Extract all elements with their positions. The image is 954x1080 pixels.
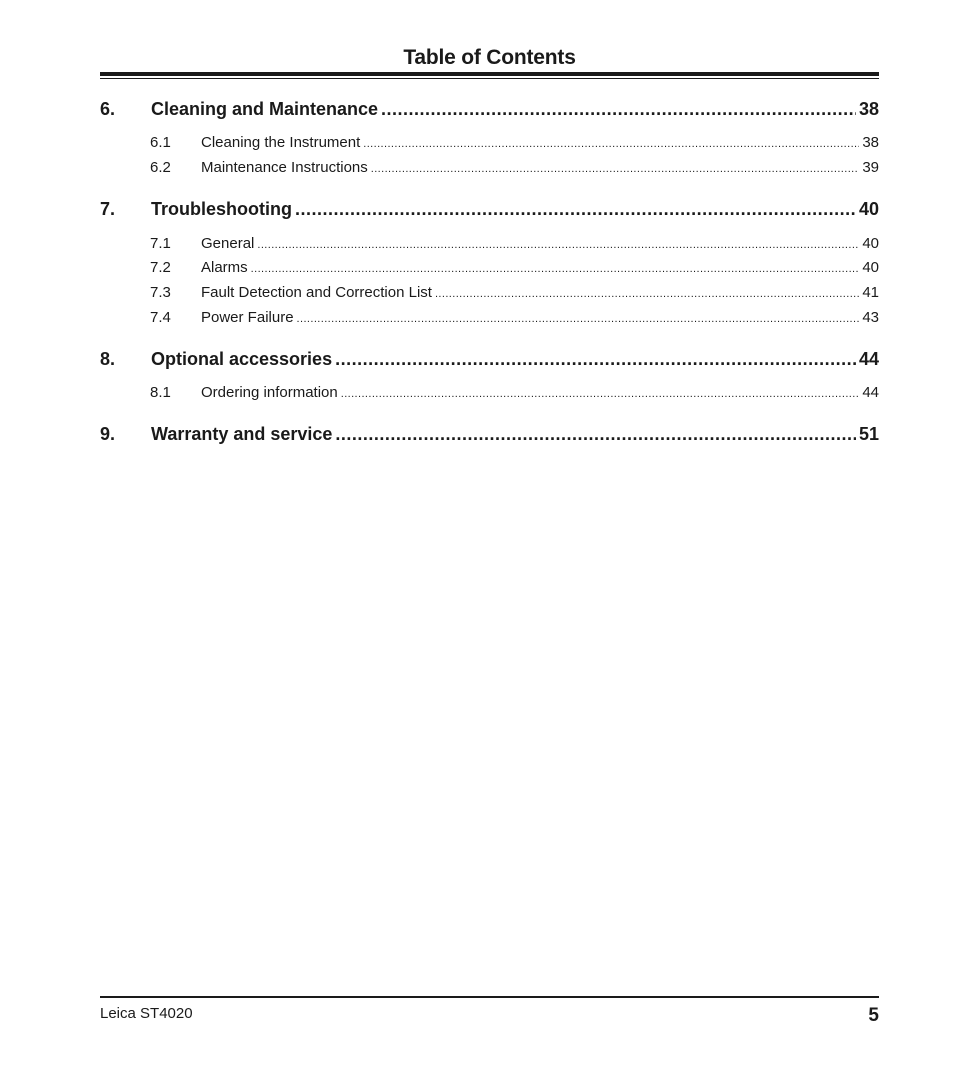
toc-entry-page: 40 [862,235,879,252]
toc-entry-title: Maintenance Instructions [201,159,368,176]
toc-entry-number: 6.1 [150,134,171,151]
toc-section-6-2[interactable] [100,158,879,179]
toc-entry-number: 8. [100,349,116,369]
toc-entry-page: 40 [858,199,879,219]
toc-entry-number: 6.2 [150,159,171,176]
footer-rule [100,996,879,998]
toc-entry-title: Power Failure [201,309,294,326]
toc-chapter-9[interactable] [100,422,879,446]
dot-leader [341,384,860,404]
toc-entry-page: 40 [862,259,879,276]
toc-chapter-7[interactable] [100,197,879,221]
toc-entry-number: 7.4 [150,309,171,326]
toc-entry-page: 43 [862,309,879,326]
toc-entry-title: Cleaning and Maintenance [151,99,379,119]
toc-entry-number: 9. [100,424,116,444]
toc-entry-number: 7.3 [150,284,171,301]
toc-entry-title: Alarms [201,259,248,276]
toc-section-7-1[interactable] [100,234,879,255]
dot-leader [335,347,856,371]
toc-entry-title: Ordering information [201,384,338,401]
dot-leader [381,97,856,121]
toc-entry-page: 44 [862,384,879,401]
toc-entry-page: 51 [858,424,879,444]
toc-entry-title: Warranty and service [151,424,333,444]
dot-leader [295,197,856,221]
dot-leader [257,235,859,255]
dot-leader [251,259,860,279]
toc-chapter-6[interactable] [100,97,879,121]
dot-leader [435,284,859,304]
page-title: Table of Contents [403,46,576,69]
toc-chapter-8[interactable] [100,347,879,371]
toc-entry-title: Optional accessories [151,349,333,369]
toc-entry-page: 38 [858,99,879,119]
toc-entry-title: Fault Detection and Correction List [201,284,432,301]
toc-entry-number: 7. [100,199,116,219]
toc-entry-page: 44 [858,349,879,369]
toc-entry-page: 39 [862,159,879,176]
dot-leader [297,309,860,329]
dot-leader [335,422,856,446]
toc-entry-title: Cleaning the Instrument [201,134,361,151]
dot-leader [363,134,859,154]
toc-section-7-4[interactable] [100,308,879,329]
toc-entry-page: 38 [862,134,879,151]
title-rule [100,72,879,79]
toc-entry-title: General [201,235,255,252]
dot-leader [371,159,860,179]
toc-entry-number: 8.1 [150,384,171,401]
toc-section-6-1[interactable] [100,133,879,154]
toc-section-8-1[interactable] [100,383,879,404]
footer-page-number: 5 [868,1005,879,1026]
toc-entry-number: 7.1 [150,235,171,252]
toc-entry-title: Troubleshooting [151,199,292,219]
toc-section-7-2[interactable] [100,258,879,279]
toc-section-7-3[interactable] [100,283,879,304]
toc-entry-number: 7.2 [150,259,171,276]
toc-entry-page: 41 [862,284,879,301]
footer-product-name: Leica ST4020 [100,1005,193,1022]
toc-entry-number: 6. [100,99,116,119]
